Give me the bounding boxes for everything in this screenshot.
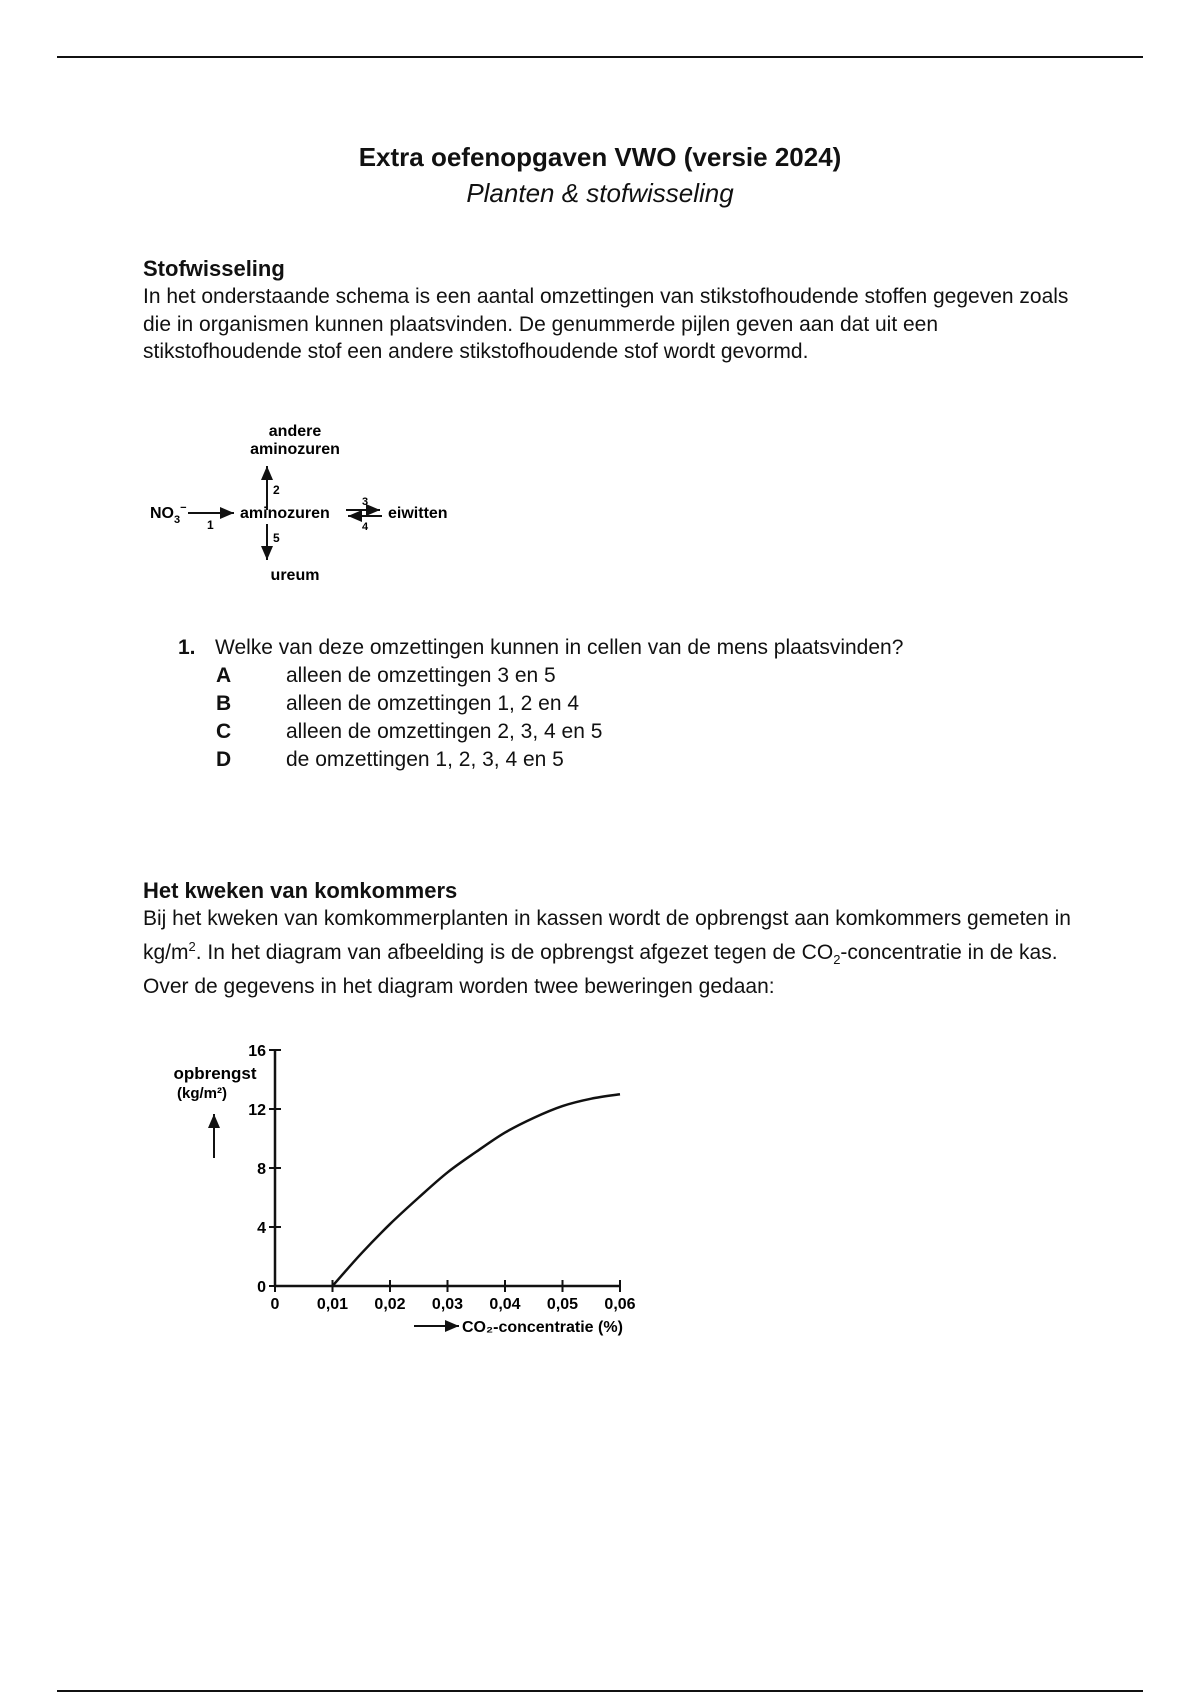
y-tick-label: 8	[257, 1161, 266, 1178]
answer-option[interactable]	[216, 662, 602, 690]
bottom-rule	[57, 1690, 1143, 1692]
section-heading: Stofwisseling	[143, 256, 285, 281]
answer-option[interactable]	[216, 718, 602, 746]
option-text: alleen de omzettingen 2, 3, 4 en 5	[286, 720, 603, 743]
question-number: 1.	[178, 636, 196, 659]
option-text: de omzettingen 1, 2, 3, 4 en 5	[286, 748, 564, 771]
section-paragraph: Bij het kweken van komkommerplanten in kassen wordt de opbrengst aan komkommers gemeten in $kg/m^2$. In het diagram van afbeelding is de opbrengst afgezet tegen de $CO_2$-concentratie in de kas. Over de gegevens in het diagram worden twee beweringen gedaan:	[143, 907, 1071, 999]
document-subtitle: Planten & stofwisseling	[466, 178, 734, 208]
y-tick-label: 16	[248, 1043, 266, 1060]
answer-option[interactable]	[216, 690, 602, 718]
x-tick-label: 0	[270, 1296, 280, 1313]
chart-series	[333, 1094, 621, 1286]
x-tick-label: 0,04	[489, 1296, 521, 1313]
y-tick-label: 4	[257, 1220, 266, 1237]
x-tick-label: 0,02	[374, 1296, 406, 1313]
arrow-4-label: 4	[362, 521, 369, 533]
yield-chart	[150, 1030, 690, 1340]
y-axis-unit: (kg/m²)	[177, 1085, 227, 1102]
scheme-no3-label: $NO_3^-$	[150, 502, 187, 526]
scheme-center-label: aminozuren	[240, 505, 330, 522]
document-title: Extra oefenopgaven VWO (versie 2024)	[358, 142, 842, 172]
option-letter: C	[216, 720, 232, 743]
x-tick-label: 0,05	[546, 1296, 579, 1313]
question-1	[178, 634, 903, 662]
x-tick-label: 0,06	[604, 1296, 636, 1313]
scheme-top-label-1: andere	[268, 423, 322, 440]
x-tick-label: 0,01	[316, 1296, 349, 1313]
option-letter: D	[216, 748, 232, 771]
arrow-5-label: 5	[273, 531, 280, 545]
option-text: alleen de omzettingen 3 en 5	[286, 664, 556, 687]
y-tick-label: 12	[248, 1102, 266, 1119]
top-rule	[57, 56, 1143, 58]
arrow-1-label: 1	[207, 518, 214, 532]
section-komkommers	[143, 877, 1073, 1001]
series-line-opbrengst	[333, 1094, 621, 1286]
x-axis-label: CO₂-concentratie (%)	[462, 1319, 623, 1336]
option-text: alleen de omzettingen 1, 2 en 4	[286, 692, 580, 715]
nitrogen-conversion-scheme	[140, 418, 500, 598]
section-stofwisseling	[143, 255, 1073, 366]
answer-options	[216, 662, 602, 774]
section-paragraph: In het onderstaande schema is een aantal omzettingen van stikstofhoudende stoffen gegeven zoals die in organismen kunnen plaatsvinden. De genummerde pijlen geven aan dat uit een stikstofhoudende stof een andere stikstofhoudende stof wordt gevormd.	[143, 285, 1069, 363]
answer-option[interactable]	[216, 746, 602, 774]
x-tick-label: 0,03	[431, 1296, 464, 1313]
option-letter: B	[216, 692, 232, 715]
y-axis-label: opbrengst	[173, 1064, 257, 1083]
arrow-2-label: 2	[273, 483, 280, 497]
scheme-right-label: eiwitten	[388, 505, 448, 522]
section-heading: Het kweken van komkommers	[143, 878, 458, 903]
option-letter: A	[216, 664, 232, 687]
y-tick-label: 0	[257, 1279, 266, 1296]
scheme-top-label-2: aminozuren	[250, 441, 340, 458]
arrow-3-label: 3	[362, 496, 369, 508]
question-text: Welke van deze omzettingen kunnen in cellen van de mens plaatsvinden?	[215, 636, 904, 659]
chart-axes	[275, 1050, 620, 1286]
scheme-bottom-label: ureum	[270, 567, 320, 584]
